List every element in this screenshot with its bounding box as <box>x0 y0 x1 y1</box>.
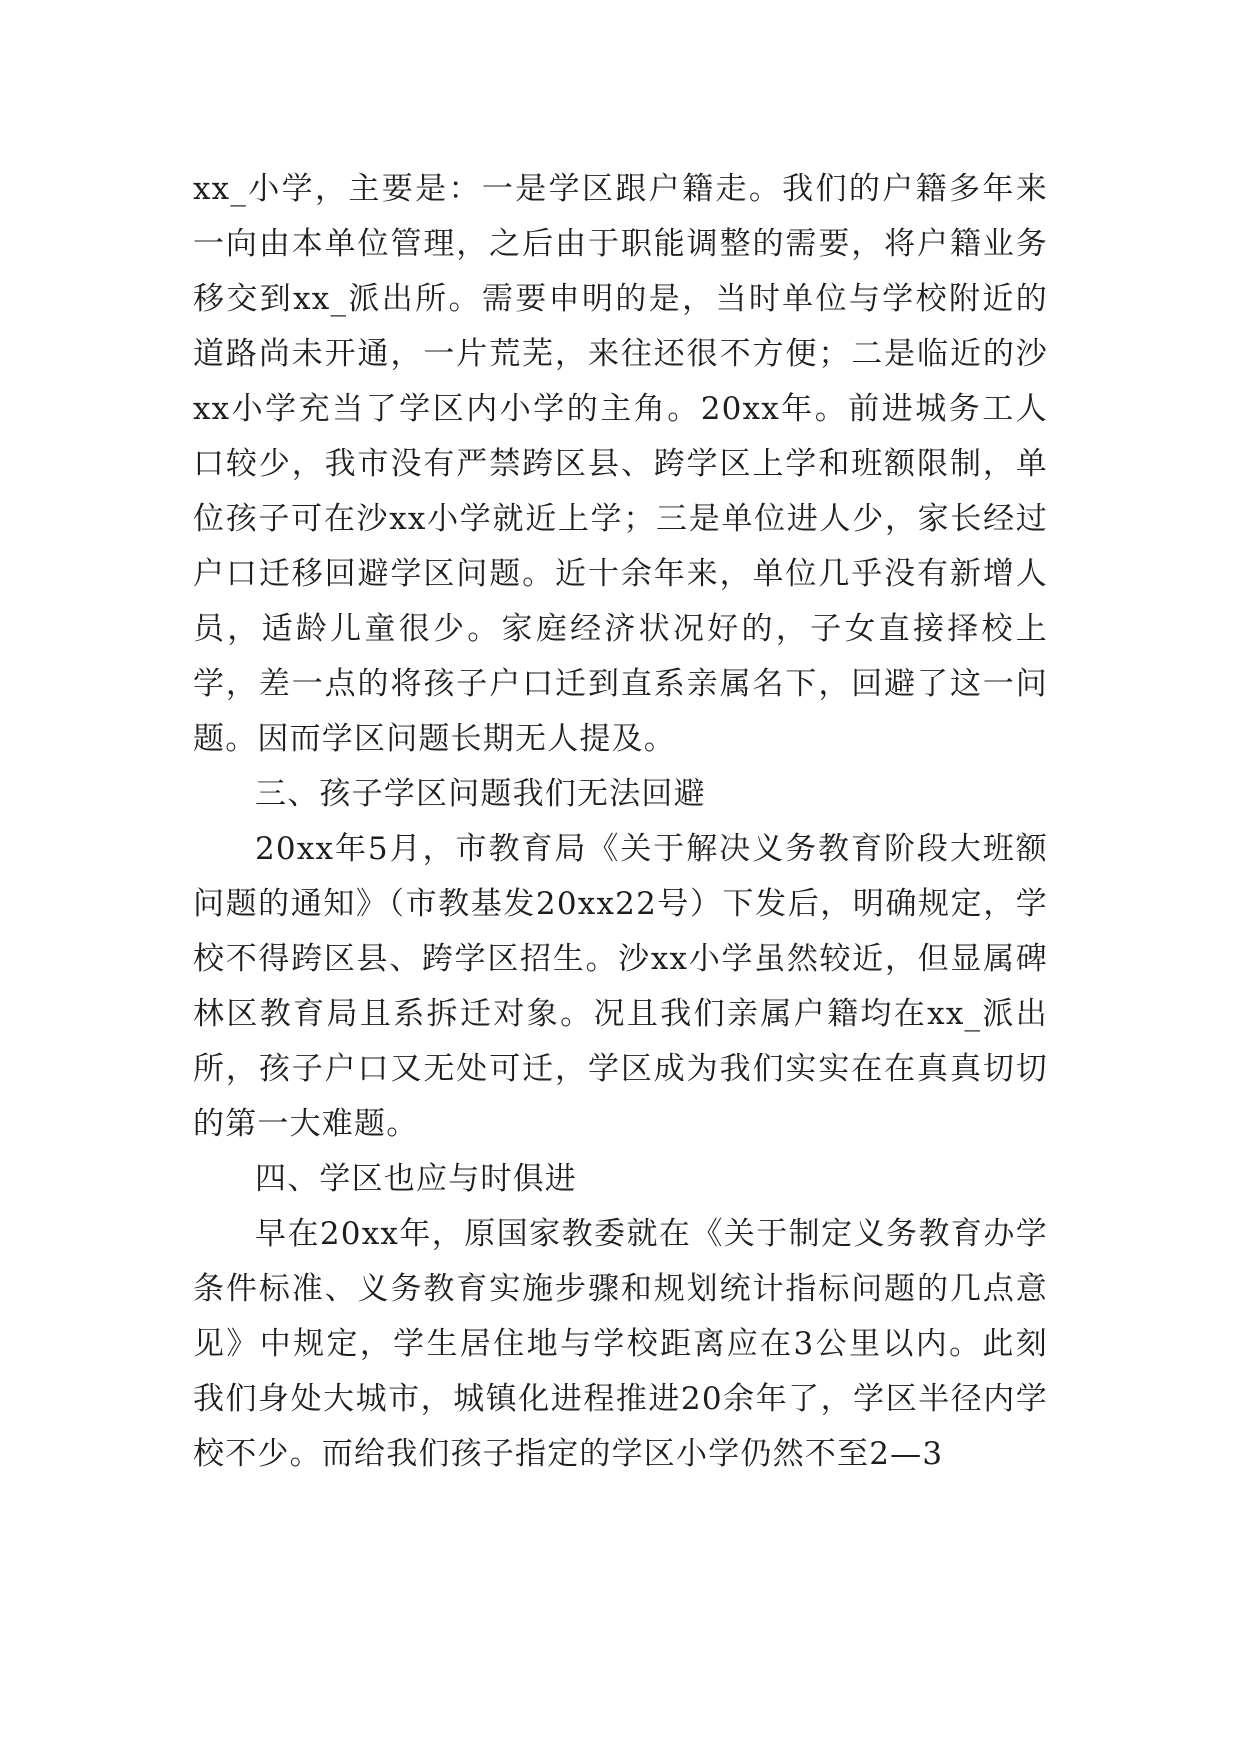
paragraph-household-registration: xx_小学，主要是：一是学区跟户籍走。我们的户籍多年来一向由本单位管理，之后由于职能调整的需要，将户籍业务移交到xx_派出所。需要申明的是，当时单位与学校附近的道路尚未开通，一片荒芜，来往还很不方便；二是临近的沙xx小学充当了学区内小学的主角。20xx年。前进城务工人口较少，我市没有严禁跨区县、跨学区上学和班额限制，单位孩子可在沙xx小学就近上学；三是单位进人少，家长经过户口迁移回避学区问题。近十余年来，单位几乎没有新增人员，适龄儿童很少。家庭经济状况好的，子女直接择校上学，差一点的将孩子户口迁到直系亲属名下，回避了这一问题。因而学区问题长期无人提及。 <box>193 171 1048 757</box>
section-heading-4: 四、学区也应与时俱进 <box>255 1161 577 1197</box>
paragraph-school-distance: 早在20xx年，原国家教委就在《关于制定义务教育办学条件标准、义务教育实施步骤和规划统计指标问题的几点意见》中规定，学生居住地与学校距离应在3公里以内。此刻我们身处大城市，城镇化进程推进20余年了，学区半径内学校不少。而给我们孩子指定的学区小学仍然不至2—3 <box>193 1216 1048 1472</box>
paragraph-notice: 20xx年5月，市教育局《关于解决义务教育阶段大班额问题的通知》（市教基发20xx22号）下发后，明确规定，学校不得跨区县、跨学区招生。沙xx小学虽然较近，但显属碑林区教育局且系拆迁对象。况且我们亲属户籍均在xx_派出所，孩子户口又无处可迁，学区成为我们实实在在真真切切的第一大难题。 <box>193 831 1048 1142</box>
document-body <box>193 162 1048 1482</box>
section-heading-3: 三、孩子学区问题我们无法回避 <box>255 776 706 812</box>
